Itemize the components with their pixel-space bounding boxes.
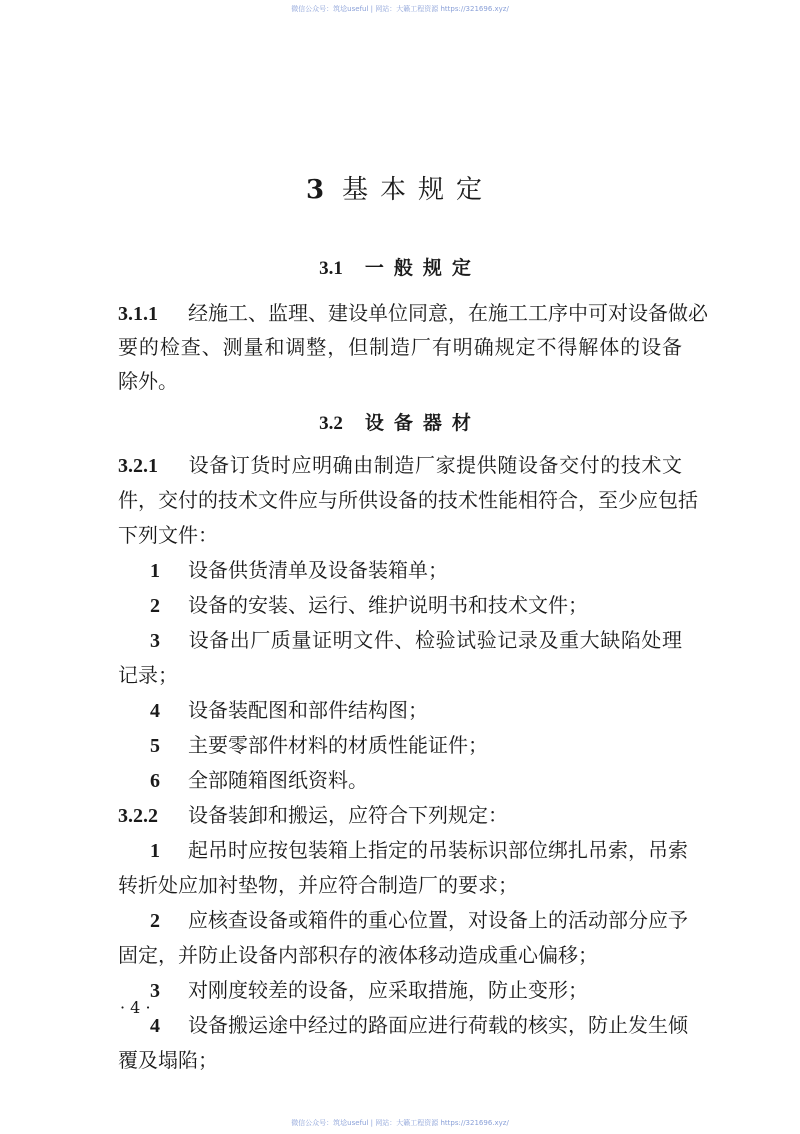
line-text: 固定，并防止设备内部积存的液体移动造成重心偏移； [118, 943, 598, 967]
line-text: 记录； [118, 663, 178, 687]
line-text: 起吊时应按包装箱上指定的吊装标识部位绑扎吊索，吊索 [188, 838, 688, 862]
section-number: 3.2 [319, 413, 343, 434]
section-number: 3.1 [319, 258, 343, 279]
section-title: 一般规定 [364, 257, 481, 279]
watermark-bottom: 微信公众号：筑埝useful | 网站：大籁工程资源 https://321696.xyz/ [291, 1119, 509, 1127]
line-text: 要的检查、测量和调整，但制造厂有明确规定不得解体的设备 [118, 335, 682, 359]
watermark-top: 微信公众号：筑埝useful | 网站：大籁工程资源 https://321696.xyz/ [291, 5, 509, 13]
item-number: 6 [150, 770, 160, 792]
line-text: 除外。 [118, 369, 178, 393]
line-text: 对刚度较差的设备，应采取措施，防止变形； [188, 978, 588, 1002]
line-text: 全部随箱图纸资料。 [188, 768, 368, 792]
list-item-line [118, 903, 688, 938]
line-text: 设备供货清单及设备装箱单； [188, 558, 448, 582]
clause-number: 3.1.1 [118, 303, 158, 325]
list-item-line [118, 1043, 682, 1078]
item-number: 4 [150, 1015, 160, 1037]
list-item-line [118, 588, 682, 623]
list-item-line [118, 728, 682, 763]
item-number: 5 [150, 735, 160, 757]
section-heading [0, 406, 800, 441]
list-item-line [118, 973, 682, 1008]
list-item-line [118, 868, 682, 903]
line-text: 设备搬运途中经过的路面应进行荷载的核实，防止发生倾 [188, 1013, 688, 1037]
line-text: 主要零部件材料的材质性能证件； [188, 733, 488, 757]
line-text: 设备订货时应明确由制造厂家提供随设备交付的技术文 [188, 453, 682, 477]
line-text: 下列文件： [118, 523, 218, 547]
section-title: 设备器材 [364, 412, 481, 434]
page-number: · 4 · [120, 998, 151, 1017]
line-text: 覆及塌陷； [118, 1048, 218, 1072]
clause-number: 3.2.2 [118, 805, 158, 827]
chapter-title [0, 172, 800, 208]
chapter-number: 3 [305, 175, 325, 205]
line-text: 设备装卸和搬运，应符合下列规定： [188, 803, 508, 827]
clause-line [118, 448, 682, 483]
list-item-line [118, 693, 682, 728]
item-number: 1 [150, 840, 160, 862]
list-item-line [118, 938, 682, 973]
list-item-line [118, 1008, 688, 1043]
line-text: 设备装配图和部件结构图； [188, 698, 428, 722]
clause-line [118, 330, 682, 365]
item-number: 3 [150, 980, 160, 1002]
section-heading [0, 251, 800, 286]
line-text: 设备的安装、运行、维护说明书和技术文件； [188, 593, 588, 617]
clause-line [118, 364, 682, 399]
list-item-line [118, 658, 682, 693]
clause-number: 3.2.1 [118, 455, 158, 477]
list-item-line [118, 833, 688, 868]
item-number: 3 [150, 630, 160, 652]
item-number: 1 [150, 560, 160, 582]
list-item-line [118, 553, 682, 588]
list-item-line [118, 623, 682, 658]
line-text: 设备出厂质量证明文件、检验试验记录及重大缺陷处理 [188, 628, 682, 652]
line-text: 转折处应加衬垫物，并应符合制造厂的要求； [118, 873, 518, 897]
chapter-title-text: 基本规定 [342, 175, 495, 205]
list-item-line [118, 763, 682, 798]
clause-line [118, 296, 708, 331]
line-text: 经施工、监理、建设单位同意，在施工工序中可对设备做必 [188, 301, 708, 325]
item-number: 2 [150, 595, 160, 617]
line-text: 件，交付的技术文件应与所供设备的技术性能相符合，至少应包括 [118, 488, 698, 512]
item-number: 2 [150, 910, 160, 932]
clause-line [118, 483, 698, 518]
clause-line [118, 518, 682, 553]
line-text: 应核查设备或箱件的重心位置，对设备上的活动部分应予 [188, 908, 688, 932]
clause-line [118, 798, 682, 833]
item-number: 4 [150, 700, 160, 722]
